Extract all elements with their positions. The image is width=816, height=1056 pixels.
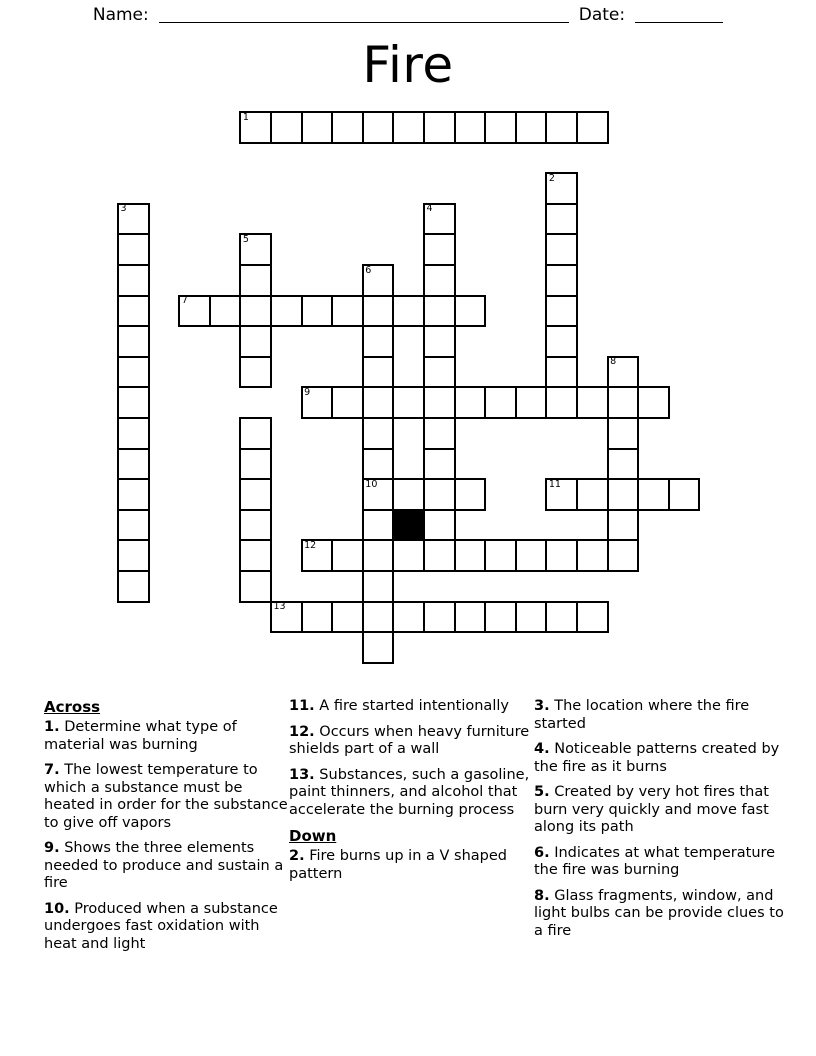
grid-cell[interactable] <box>545 539 578 572</box>
grid-cell[interactable] <box>301 601 334 634</box>
clue-number: 6. <box>534 844 550 861</box>
grid-cell[interactable] <box>362 264 395 297</box>
clue-number: 2. <box>289 848 305 864</box>
grid-cell[interactable] <box>301 295 334 328</box>
grid-cell-number: 12 <box>304 539 317 551</box>
grid-cell[interactable] <box>515 386 548 419</box>
clue-item <box>44 719 289 754</box>
grid-cell[interactable] <box>423 233 456 266</box>
grid-cell[interactable] <box>117 203 150 236</box>
grid-cell[interactable] <box>545 264 578 297</box>
grid-cell[interactable] <box>362 325 395 358</box>
grid-cell-number: 9 <box>304 386 311 398</box>
grid-cell[interactable] <box>331 539 364 572</box>
grid-cell[interactable] <box>423 264 456 297</box>
name-label: Name: <box>92 5 149 25</box>
clue-item <box>289 848 534 883</box>
grid-cell[interactable] <box>117 264 150 297</box>
across-heading: Across <box>44 698 101 716</box>
grid-cell[interactable] <box>239 570 272 603</box>
grid-cell[interactable] <box>637 386 670 419</box>
grid-cell[interactable] <box>392 478 425 511</box>
grid-cell[interactable] <box>117 417 150 450</box>
grid-cell[interactable] <box>484 111 517 144</box>
grid-cell[interactable] <box>239 233 272 266</box>
grid-cell[interactable] <box>454 386 487 419</box>
clue-text: Shows the three elements needed to produce and sustain a fire <box>44 840 284 891</box>
grid-cell[interactable] <box>209 295 242 328</box>
clue-number: 9. <box>44 840 60 856</box>
grid-cell[interactable] <box>637 478 670 511</box>
grid-cell[interactable] <box>239 111 272 144</box>
grid-cell[interactable] <box>331 386 364 419</box>
clue-item <box>534 784 784 837</box>
grid-cell[interactable] <box>362 478 395 511</box>
grid-cell[interactable] <box>607 478 640 511</box>
grid-cell[interactable] <box>362 386 395 419</box>
clue-number: 1. <box>44 719 60 735</box>
grid-cell[interactable] <box>423 539 456 572</box>
grid-cell[interactable] <box>239 539 272 572</box>
date-label: Date: <box>578 5 626 25</box>
clue-item <box>289 767 534 820</box>
grid-cell[interactable] <box>668 478 701 511</box>
grid-cell[interactable] <box>239 448 272 481</box>
grid-cell[interactable] <box>362 295 395 328</box>
clue-item <box>534 888 784 941</box>
grid-cell[interactable] <box>270 111 303 144</box>
grid-cell[interactable] <box>362 631 395 664</box>
grid-cell-number: 8 <box>610 356 617 368</box>
grid-cell[interactable] <box>239 325 272 358</box>
grid-cell[interactable] <box>423 478 456 511</box>
grid-cell[interactable] <box>331 111 364 144</box>
grid-cell[interactable] <box>423 448 456 481</box>
clue-number: 11. <box>289 698 315 714</box>
grid-cell[interactable] <box>362 539 395 572</box>
grid-cell[interactable] <box>484 539 517 572</box>
grid-cell[interactable] <box>545 172 578 205</box>
grid-cell[interactable] <box>576 111 609 144</box>
grid-cell[interactable] <box>117 478 150 511</box>
grid-cell[interactable] <box>392 111 425 144</box>
grid-cell[interactable] <box>545 325 578 358</box>
clue-text: Occurs when heavy furniture shields part of a wall <box>289 723 530 757</box>
clue-lists <box>44 698 784 958</box>
grid-cell[interactable] <box>423 386 456 419</box>
grid-cell[interactable] <box>362 601 395 634</box>
grid-cell[interactable] <box>423 295 456 328</box>
grid-cell[interactable] <box>117 325 150 358</box>
grid-cell[interactable] <box>484 386 517 419</box>
clue-text: A fire started intentionally <box>319 698 509 714</box>
clue-number: 8. <box>534 887 550 904</box>
grid-cell[interactable] <box>576 539 609 572</box>
grid-cell[interactable] <box>117 233 150 266</box>
grid-cell[interactable] <box>270 601 303 634</box>
grid-cell-number: 1 <box>242 111 249 123</box>
grid-cell-number: 11 <box>548 478 561 490</box>
clue-item <box>44 762 289 832</box>
grid-cell-number: 3 <box>120 203 127 215</box>
clue-number: 5. <box>534 784 550 800</box>
grid-cell[interactable] <box>117 356 150 389</box>
grid-cell[interactable] <box>117 448 150 481</box>
grid-cell[interactable] <box>607 448 640 481</box>
clue-item <box>289 724 534 759</box>
clue-item <box>44 840 289 893</box>
grid-cell-blocked <box>392 509 425 542</box>
grid-cell[interactable] <box>423 325 456 358</box>
grid-cell[interactable] <box>576 601 609 634</box>
grid-cell[interactable] <box>239 509 272 542</box>
grid-cell[interactable] <box>423 356 456 389</box>
clue-text: Indicates at what temperature the fire was burning <box>534 844 776 878</box>
grid-cell[interactable] <box>301 539 334 572</box>
grid-cell[interactable] <box>362 509 395 542</box>
grid-cell[interactable] <box>117 509 150 542</box>
grid-cell[interactable] <box>331 295 364 328</box>
grid-cell-number: 2 <box>548 172 555 184</box>
clue-text: Substances, such a gasoline, paint thinners, and alcohol that accelerate the burning process <box>289 766 530 818</box>
grid-cell[interactable] <box>454 111 487 144</box>
clue-column-2 <box>289 698 534 891</box>
down-heading: Down <box>289 827 337 845</box>
grid-cell[interactable] <box>545 356 578 389</box>
grid-cell[interactable] <box>515 539 548 572</box>
grid-cell-number: 5 <box>242 233 249 245</box>
grid-cell[interactable] <box>545 295 578 328</box>
grid-cell-number: 4 <box>426 203 433 215</box>
grid-cell[interactable] <box>301 111 334 144</box>
clue-item <box>534 741 784 776</box>
clue-text: Determine what type of material was burning <box>44 719 237 753</box>
grid-cell[interactable] <box>423 417 456 450</box>
clue-text: Produced when a substance undergoes fast oxidation with heat and light <box>44 900 278 952</box>
grid-cell[interactable] <box>239 478 272 511</box>
grid-cell[interactable] <box>607 417 640 450</box>
grid-cell[interactable] <box>545 233 578 266</box>
grid-cell[interactable] <box>515 601 548 634</box>
grid-cell[interactable] <box>301 386 334 419</box>
grid-cell[interactable] <box>117 386 150 419</box>
clue-item <box>534 845 784 880</box>
clue-number: 7. <box>44 762 60 778</box>
grid-cell[interactable] <box>607 509 640 542</box>
grid-cell-number: 6 <box>365 264 372 276</box>
grid-cell[interactable] <box>331 601 364 634</box>
grid-cell[interactable] <box>423 203 456 236</box>
grid-cell[interactable] <box>239 356 272 389</box>
grid-cell[interactable] <box>117 539 150 572</box>
grid-cell[interactable] <box>454 539 487 572</box>
clue-text: The location where the fire started <box>534 698 750 732</box>
clue-text: The lowest temperature to which a substance must be heated in order for the substance to give off vapors <box>44 762 288 831</box>
grid-cell[interactable] <box>362 570 395 603</box>
clue-item <box>289 698 534 716</box>
clue-text: Noticeable patterns created by the fire as it burns <box>534 741 780 775</box>
clue-column-1 <box>44 698 289 961</box>
grid-cell[interactable] <box>117 295 150 328</box>
grid-cell-number: 7 <box>181 295 188 307</box>
grid-cell[interactable] <box>607 356 640 389</box>
grid-cell[interactable] <box>117 570 150 603</box>
page-title: Fire <box>362 36 454 94</box>
grid-cell[interactable] <box>545 601 578 634</box>
clue-number: 12. <box>289 723 315 740</box>
grid-cell[interactable] <box>607 539 640 572</box>
grid-cell[interactable] <box>362 111 395 144</box>
grid-cell[interactable] <box>515 111 548 144</box>
clue-item <box>534 698 784 733</box>
grid-cell[interactable] <box>484 601 517 634</box>
grid-cell[interactable] <box>607 386 640 419</box>
grid-cell[interactable] <box>392 295 425 328</box>
grid-cell[interactable] <box>239 264 272 297</box>
grid-cell[interactable] <box>392 386 425 419</box>
clue-item <box>44 901 289 954</box>
grid-cell[interactable] <box>545 386 578 419</box>
grid-cell[interactable] <box>545 111 578 144</box>
clue-number: 4. <box>534 741 550 757</box>
grid-cell[interactable] <box>362 356 395 389</box>
grid-cell-number: 13 <box>273 601 286 613</box>
grid-cell[interactable] <box>545 203 578 236</box>
clue-text: Created by very hot fires that burn very quickly and move fast along its path <box>534 784 769 835</box>
grid-cell[interactable] <box>576 386 609 419</box>
grid-cell[interactable] <box>423 111 456 144</box>
grid-cell[interactable] <box>454 478 487 511</box>
grid-cell-number: 10 <box>365 478 378 490</box>
grid-cell[interactable] <box>362 448 395 481</box>
grid-cell[interactable] <box>270 295 303 328</box>
clue-number: 3. <box>534 698 550 714</box>
grid-cell[interactable] <box>239 295 272 328</box>
grid-cell[interactable] <box>454 295 487 328</box>
clue-number: 10. <box>44 900 70 917</box>
clue-text: Fire burns up in a V shaped pattern <box>289 848 507 882</box>
clue-text: Glass fragments, window, and light bulbs can be provide clues to a fire <box>534 887 784 939</box>
grid-cell[interactable] <box>362 417 395 450</box>
grid-cell[interactable] <box>423 509 456 542</box>
clue-number: 13. <box>289 766 315 783</box>
grid-cell[interactable] <box>392 539 425 572</box>
grid-cell[interactable] <box>239 417 272 450</box>
grid-cell[interactable] <box>454 601 487 634</box>
grid-cell[interactable] <box>178 295 211 328</box>
grid-cell[interactable] <box>545 478 578 511</box>
grid-cell[interactable] <box>423 601 456 634</box>
grid-cell[interactable] <box>392 601 425 634</box>
grid-cell[interactable] <box>576 478 609 511</box>
clue-column-3 <box>534 698 784 948</box>
